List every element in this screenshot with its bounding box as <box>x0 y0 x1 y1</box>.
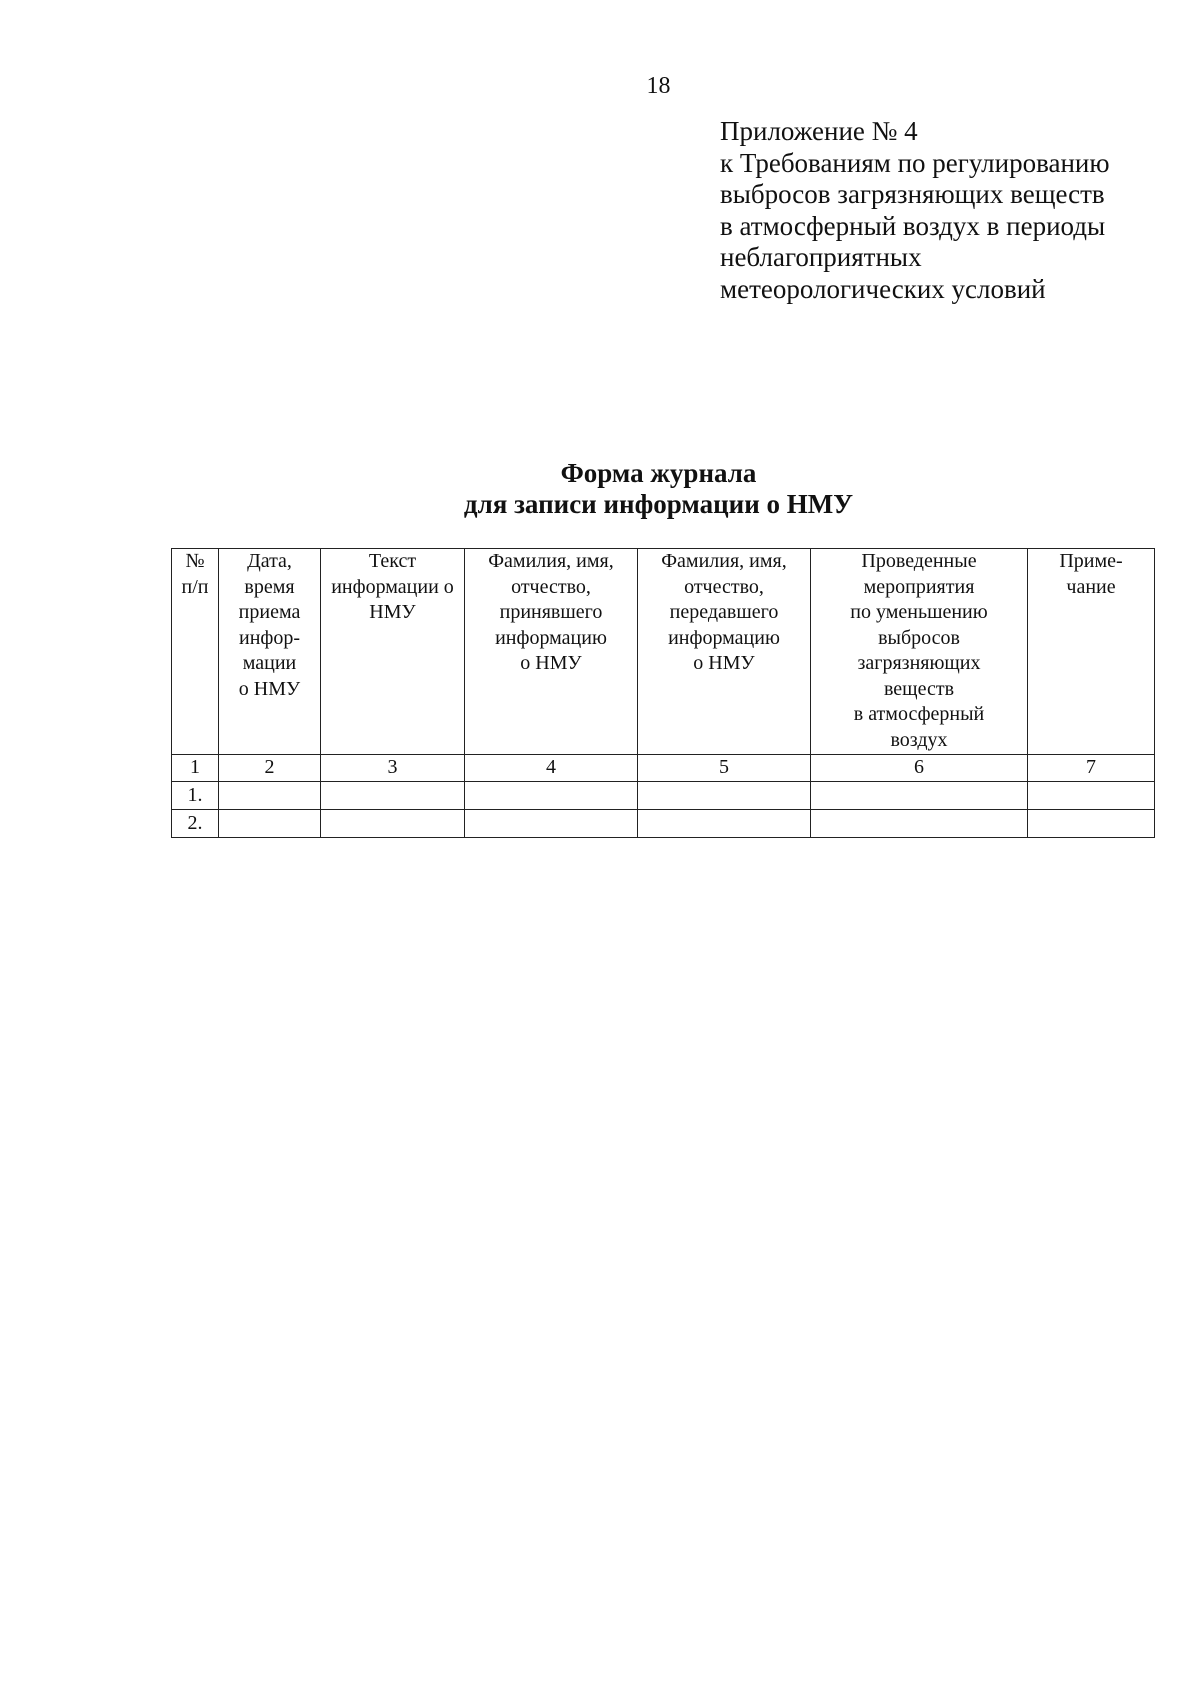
column-number-cell: 7 <box>1028 755 1155 782</box>
header-line: в атмосферный <box>853 703 985 725</box>
header-line: Фамилия, имя, <box>661 550 787 572</box>
header-line: по уменьшению <box>850 601 988 623</box>
header-line: Фамилия, имя, <box>488 550 614 572</box>
table-cell <box>1028 810 1155 838</box>
table-row <box>172 810 1155 838</box>
appendix-line: Приложение № 4 <box>720 116 918 146</box>
table-cell <box>219 782 321 810</box>
header-line: принявшего <box>499 601 603 623</box>
header-line: Проведенные <box>861 550 977 572</box>
header-cell-date <box>219 549 321 755</box>
header-cell-receiver <box>465 549 638 755</box>
table-cell <box>219 810 321 838</box>
header-line: о НМУ <box>693 652 755 674</box>
header-line: инфор- <box>238 626 301 649</box>
column-number-cell: 6 <box>811 755 1028 782</box>
table-cell <box>465 782 638 810</box>
header-line: отчество, <box>511 575 591 598</box>
header-line: Текст <box>368 550 417 572</box>
header-line: время <box>244 575 295 598</box>
header-line: о НМУ <box>238 677 301 700</box>
header-line: информации о <box>331 575 454 598</box>
header-line: информацию <box>495 626 607 649</box>
form-title-line: Форма журнала <box>560 458 757 488</box>
header-line: загрязняющих <box>857 652 981 674</box>
column-number-cell: 4 <box>465 755 638 782</box>
appendix-line: в атмосферный воздух в периоды <box>720 210 1106 241</box>
header-line: информацию <box>668 626 780 649</box>
header-cell-measures <box>811 549 1028 755</box>
appendix-line: к Требованиям по регулированию <box>720 147 1110 178</box>
header-line: п/п <box>181 575 209 598</box>
header-line: мации <box>242 652 297 674</box>
header-line: веществ <box>883 677 955 700</box>
appendix-line: неблагоприятных <box>720 242 922 273</box>
header-line: чание <box>1066 575 1116 598</box>
page-number: 18 <box>646 73 671 99</box>
column-number-cell: 2 <box>219 755 321 782</box>
form-title <box>0 458 1200 520</box>
appendix-reference <box>720 116 1190 306</box>
appendix-line: метеорологических условий <box>720 273 1046 304</box>
table-cell <box>811 782 1028 810</box>
header-line: № <box>185 550 205 572</box>
header-line: передавшего <box>669 601 779 623</box>
table-cell: 2. <box>172 810 219 838</box>
header-line: выбросов <box>878 626 960 649</box>
header-line: Приме- <box>1059 550 1123 572</box>
header-line: НМУ <box>369 601 416 623</box>
table-cell <box>321 810 465 838</box>
table-cell <box>638 810 811 838</box>
column-number-row <box>172 755 1155 782</box>
table-cell <box>811 810 1028 838</box>
table-cell <box>638 782 811 810</box>
header-line: мероприятия <box>863 575 975 598</box>
header-line: о НМУ <box>520 652 582 674</box>
form-title-line: для записи информации о НМУ <box>463 489 854 519</box>
header-cell-note <box>1028 549 1155 755</box>
table-header-row <box>172 549 1155 755</box>
journal-table <box>171 548 1155 838</box>
header-line: отчество, <box>684 575 764 598</box>
header-line: воздух <box>890 728 948 751</box>
column-number-cell: 1 <box>172 755 219 782</box>
table-cell <box>465 810 638 838</box>
table-row <box>172 782 1155 810</box>
table-cell <box>321 782 465 810</box>
header-line: приема <box>238 601 301 623</box>
header-cell-text <box>321 549 465 755</box>
table-cell: 1. <box>172 782 219 810</box>
header-line: Дата, <box>247 550 292 572</box>
column-number-cell: 3 <box>321 755 465 782</box>
column-number-cell: 5 <box>638 755 811 782</box>
appendix-line: выбросов загрязняющих веществ <box>720 179 1105 210</box>
header-cell-sender <box>638 549 811 755</box>
table-cell <box>1028 782 1155 810</box>
header-cell-number <box>172 549 219 755</box>
